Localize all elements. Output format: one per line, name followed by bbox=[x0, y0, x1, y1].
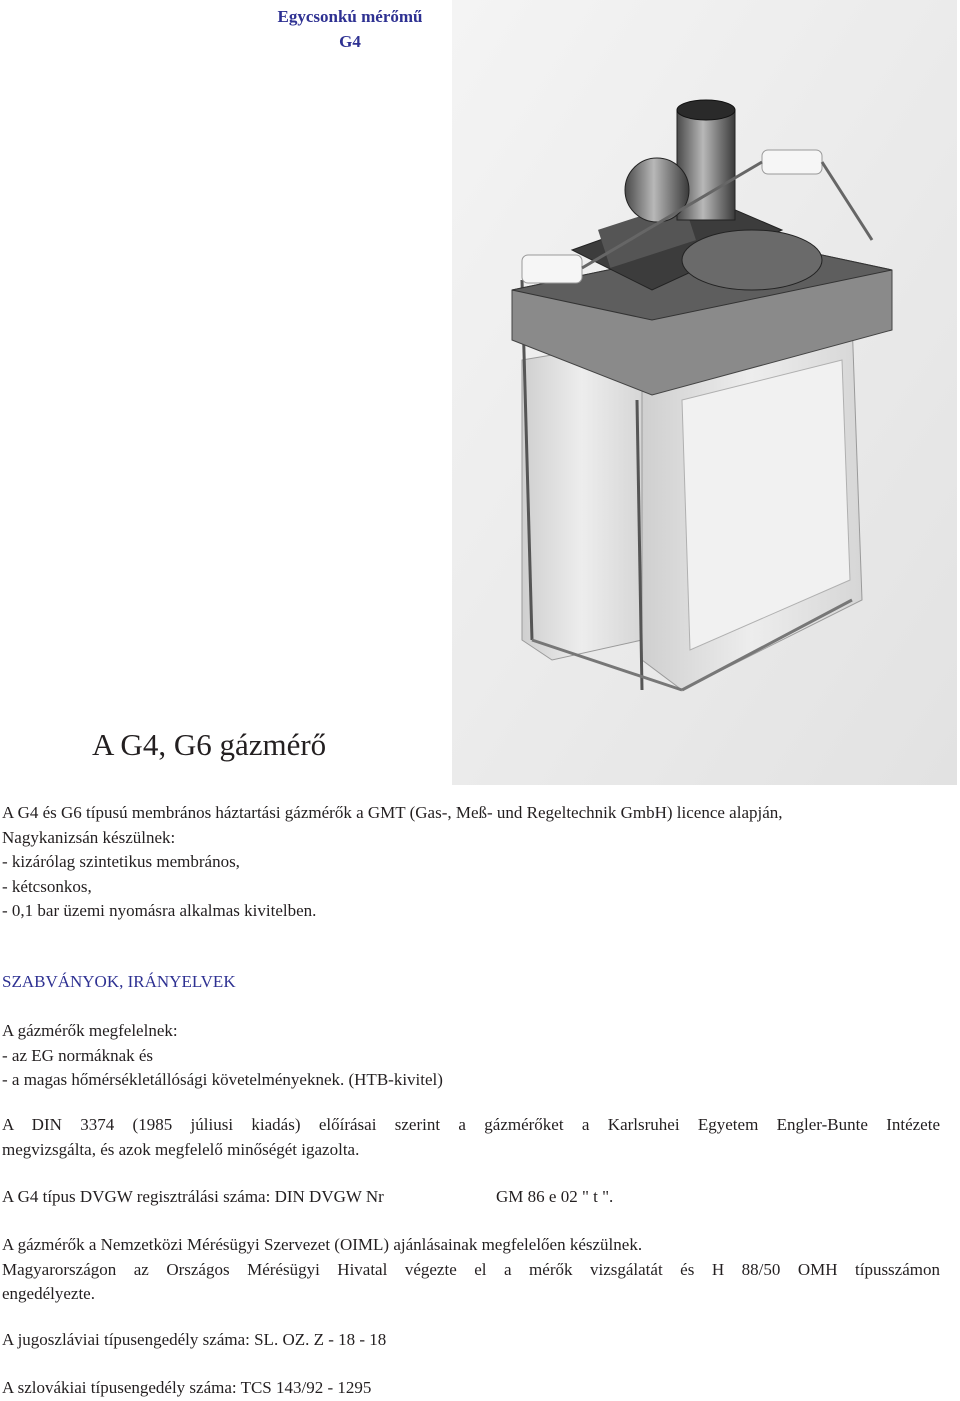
standards-line: A gázmérők megfelelnek: bbox=[2, 1021, 178, 1040]
oiml-line: engedélyezte. bbox=[2, 1284, 95, 1303]
standards-heading: SZABVÁNYOK, IRÁNYELVEK bbox=[2, 972, 236, 991]
standards-line: - a magas hőmérsékletállósági követelményeknek. (HTB-kivitel) bbox=[2, 1070, 443, 1089]
main-title: A G4, G6 gázmérő bbox=[92, 727, 327, 762]
intro-line: - kizárólag szintetikus membrános, bbox=[2, 852, 240, 871]
intro-line: Nagykanizsán készülnek: bbox=[2, 827, 176, 847]
dvgw-number: GM 86 e 02 " t ". bbox=[496, 1187, 614, 1206]
oiml-line: A gázmérők a Nemzetközi Mérésügyi Szervezet (OIML) ajánlásainak megfelelően készülnek. bbox=[2, 1235, 643, 1254]
slovak-approval: A szlovákiai típusengedély száma: TCS 143/92 - 1295 bbox=[2, 1378, 372, 1397]
standards-line: - az EG normáknak és bbox=[2, 1045, 154, 1065]
header-model: G4 bbox=[339, 32, 361, 51]
dvgw-line bbox=[2, 1185, 940, 1210]
intro-paragraph bbox=[2, 801, 940, 924]
oiml-line: Magyarországon az Országos Mérésügyi Hivatal végezte el a mérők vizsgálatát és H 88/50 OMH típusszámon bbox=[2, 1259, 940, 1279]
yugoslav-approval: A jugoszláviai típusengedély száma: SL. OZ. Z - 18 - 18 bbox=[2, 1330, 387, 1349]
intro-line: - 0,1 bar üzemi nyomásra alkalmas kivitelben. bbox=[2, 901, 317, 920]
dvgw-label: A G4 típus DVGW regisztrálási száma: DIN DVGW Nr bbox=[2, 1187, 384, 1206]
intro-line: A G4 és G6 típusú membrános háztartási gázmérők a GMT (Gas-, Meß- und Regeltechnik GmbH) licence alapján, bbox=[2, 803, 783, 822]
din-paragraph bbox=[2, 1113, 940, 1162]
intro-line: - kétcsonkos, bbox=[2, 876, 92, 896]
standards-paragraph bbox=[2, 1019, 940, 1093]
gas-meter-photo bbox=[452, 0, 957, 785]
din-line: megvizsgálta, és azok megfelelő minőségét igazolta. bbox=[2, 1139, 360, 1159]
header-title: Egycsonkú mérőmű bbox=[277, 7, 423, 26]
oiml-paragraph bbox=[2, 1233, 940, 1307]
din-line: A DIN 3374 (1985 júliusi kiadás) előírásai szerint a gázmérőket a Karlsruhei Egyetem Engler-Bunte Intézete bbox=[2, 1115, 940, 1134]
